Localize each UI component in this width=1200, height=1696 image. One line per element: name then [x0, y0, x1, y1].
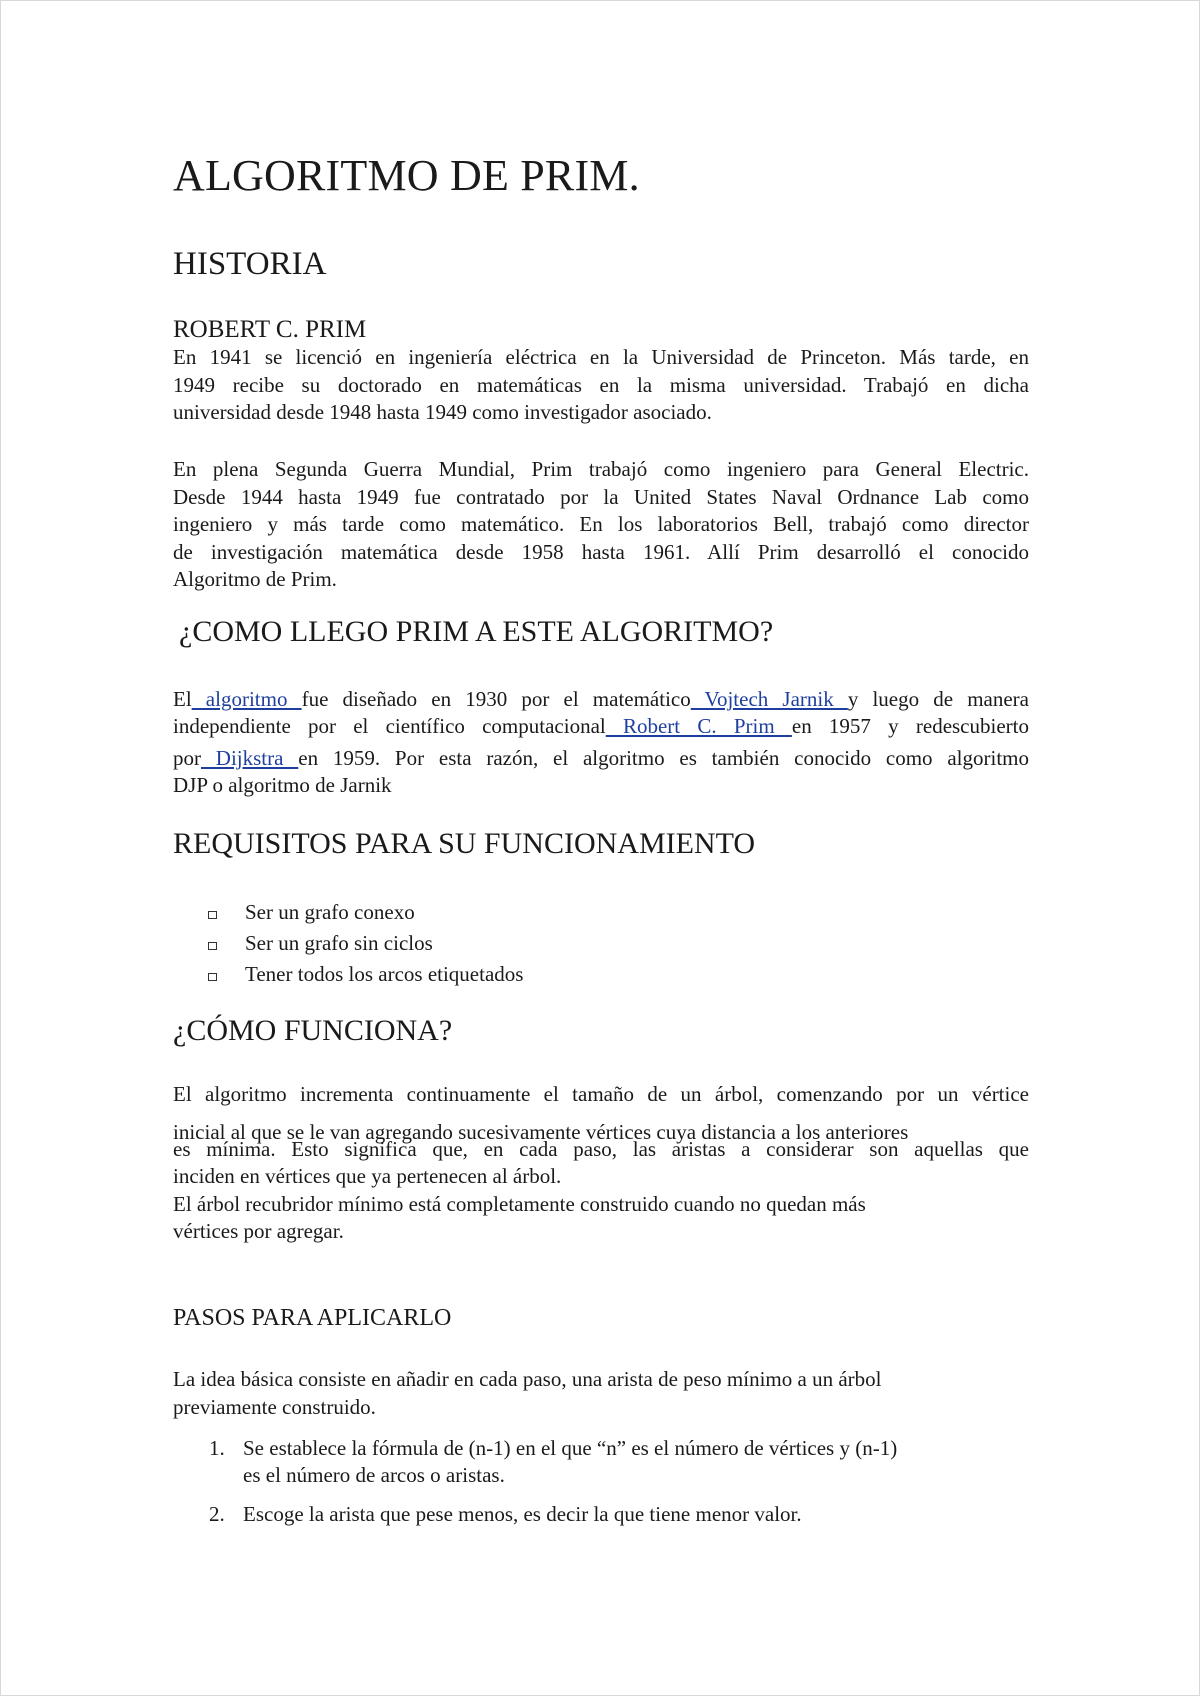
list-item: [208, 928, 523, 959]
paragraph-line: La idea básica consiste en añadir en cada paso, una arista de peso mínimo a un árbol: [173, 1367, 882, 1391]
step-number: 1.: [209, 1436, 225, 1460]
link-algoritmo[interactable]: algoritmo: [191, 687, 302, 711]
step-line: Se establece la fórmula de (n-1) en el que “n” es el número de vértices y (n-1): [243, 1436, 898, 1460]
list-item: [208, 897, 523, 928]
paragraph-line: Algoritmo de Prim.: [173, 567, 337, 591]
paragraph-line: El árbol recubridor mínimo está completamente construido cuando no quedan más: [173, 1191, 866, 1216]
document-title: ALGORITMO DE PRIM.: [173, 151, 640, 200]
paragraph-line: [173, 686, 1029, 713]
pasos-heading: PASOS PARA APLICARLO: [173, 1305, 452, 1331]
checkbox-bullet-icon: [208, 973, 217, 981]
text-fragment: El: [173, 687, 192, 711]
list-item-text: Ser un grafo sin ciclos: [245, 931, 433, 955]
list-item: [208, 959, 523, 990]
overlapping-line-a: inicial al que se le van agregando sucesivamente vértices cuya distancia a los anteriores: [173, 1120, 909, 1144]
paragraph-origin: [173, 686, 1029, 799]
paragraph-line: [173, 745, 1029, 772]
text-fragment: por: [173, 746, 201, 770]
paragraph-line: Desde 1944 hasta 1949 fue contratado por la United States Naval Ordnance Lab como: [173, 484, 1029, 509]
paragraph-line: previamente construido.: [173, 1394, 376, 1419]
step-line: Escoge la arista que pese menos, es decir la que tiene menor valor.: [243, 1502, 802, 1526]
paragraph-line: En plena Segunda Guerra Mundial, Prim trabajó como ingeniero para General Electric.: [173, 457, 1029, 481]
robert-prim-heading: ROBERT C. PRIM: [173, 316, 367, 343]
list-item-text: Tener todos los arcos etiquetados: [245, 962, 524, 986]
requisitos-list: [208, 897, 523, 990]
paragraph-idea-basica: [173, 1366, 1029, 1421]
text-fragment: en 1957 y redescubierto: [791, 714, 1029, 738]
link-vojtech-jarnik[interactable]: Vojtech Jarnik: [690, 687, 848, 711]
paragraph-line: inciden en vértices que ya pertenecen al árbol.: [173, 1164, 562, 1188]
overlapping-line-b: [173, 1136, 1029, 1164]
paragraph-line: ingeniero y más tarde como matemático. En los laboratorios Bell, trabajó como director: [173, 512, 1029, 536]
paragraph-line: es mínima. Esto significa que, en cada paso, las aristas a considerar son aquellas que: [173, 1137, 1029, 1161]
list-item-text: Ser un grafo conexo: [245, 900, 415, 924]
text-fragment: en 1959. Por esta razón, el algoritmo es también conocido como algoritmo: [298, 746, 1029, 770]
paragraph-line: universidad desde 1948 hasta 1949 como investigador asociado.: [173, 400, 712, 424]
checkbox-bullet-icon: [208, 942, 217, 950]
como-llego-heading: ¿COMO LLEGO PRIM A ESTE ALGORITMO?: [179, 615, 774, 648]
paragraph-funciona-intro: [173, 1081, 1029, 1109]
paragraph-line: [173, 713, 1029, 740]
text-fragment: independiente por el científico computacional: [173, 714, 606, 738]
checkbox-bullet-icon: [208, 911, 217, 919]
steps-list: [209, 1435, 897, 1528]
paragraph-line: En 1941 se licenció en ingeniería eléctrica en la Universidad de Princeton. Más tarde, en: [173, 345, 1029, 369]
step-item: [209, 1435, 897, 1489]
paragraph-line: vértices por agregar.: [173, 1219, 344, 1243]
paragraph-line: El algoritmo incrementa continuamente el tamaño de un árbol, comenzando por un vértice: [173, 1082, 1029, 1106]
step-item: [209, 1501, 897, 1528]
paragraph-line: de investigación matemática desde 1958 hasta 1961. Allí Prim desarrolló el conocido: [173, 539, 1029, 564]
step-line: es el número de arcos o aristas.: [243, 1463, 505, 1487]
como-funciona-heading: ¿CÓMO FUNCIONA?: [173, 1014, 453, 1047]
paragraph-education: [173, 344, 1029, 427]
paragraph-line: DJP o algoritmo de Jarnik: [173, 773, 392, 797]
link-robert-c-prim[interactable]: Robert C. Prim: [605, 714, 792, 738]
requisitos-heading: REQUISITOS PARA SU FUNCIONAMIENTO: [173, 827, 756, 860]
text-fragment: y luego de manera: [847, 687, 1029, 711]
link-dijkstra[interactable]: Dijkstra: [201, 746, 299, 770]
historia-heading: HISTORIA: [173, 246, 327, 282]
text-fragment: fue diseñado en 1930 por el matemático: [301, 687, 691, 711]
paragraph-career: [173, 456, 1029, 594]
step-number: 2.: [209, 1502, 225, 1526]
paragraph-funciona-rest: [173, 1163, 1029, 1246]
paragraph-line: 1949 recibe su doctorado en matemáticas en la misma universidad. Trabajó en dicha: [173, 372, 1029, 397]
